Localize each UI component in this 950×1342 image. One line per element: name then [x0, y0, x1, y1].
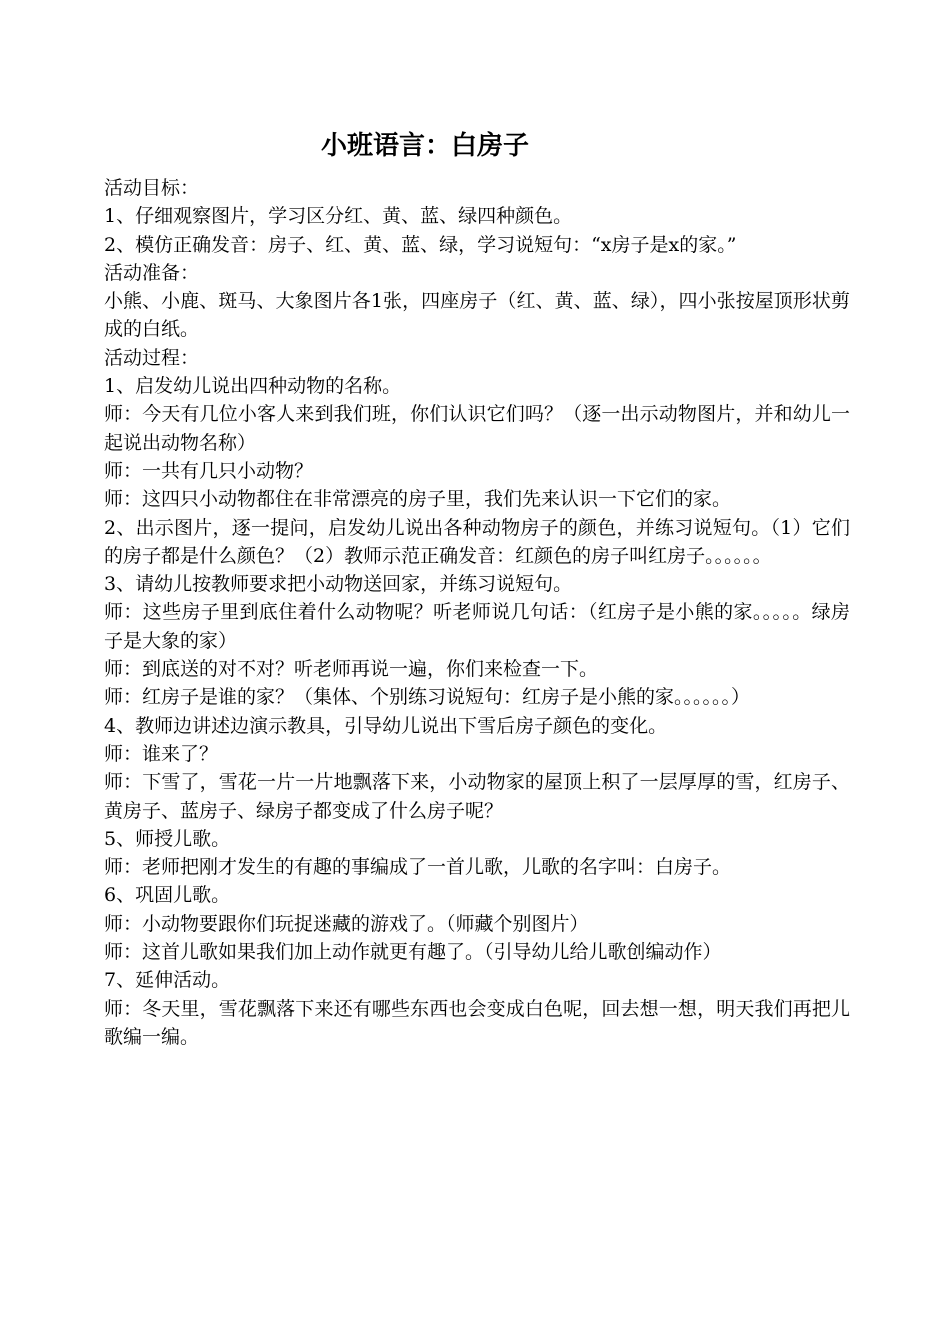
paragraph: 师：一共有几只小动物？: [104, 459, 314, 482]
paragraph: 师：冬天里，雪花飘落下来还有哪些东西也会变成白色呢，回去想一想，明天我们再把儿歌编一编。: [104, 997, 850, 1048]
paragraph: 1、仔细观察图片，学习区分红、黄、蓝、绿四种颜色。: [104, 205, 573, 228]
paragraph: 师：到底送的对不对？听老师再说一遍，你们来检查一下。: [104, 658, 599, 681]
paragraph: 师：这些房子里到底住着什么动物呢？听老师说几句话：（红房子是小熊的家。。。。。绿房子是大象的家）: [104, 601, 850, 652]
paragraph: 师：谁来了？: [104, 742, 219, 765]
section-heading-goals: 活动目标：: [104, 177, 200, 199]
paragraph: 7、延伸活动。: [104, 969, 231, 992]
paragraph: 5、师授儿歌。: [104, 827, 231, 850]
paragraph: 师：老师把刚才发生的有趣的事编成了一首儿歌，儿歌的名字叫：白房子。: [104, 856, 732, 879]
paragraph: 6、巩固儿歌。: [104, 884, 231, 907]
paragraph: 1、启发幼儿说出四种动物的名称。: [104, 375, 402, 398]
paragraph: 3、请幼儿按教师要求把小动物送回家，并练习说短句。: [104, 573, 573, 596]
document-title: 小班语言：白房子: [320, 131, 529, 161]
section-heading-process: 活动过程：: [104, 346, 200, 369]
paragraph: 2、出示图片，逐一提问，启发幼儿说出各种动物房子的颜色，并练习说短句。（1）它们的房子都是什么颜色？（2）教师示范正确发音：红颜色的房子叫红房子。。。。。。: [104, 516, 850, 567]
paragraph: 师：这首儿歌如果我们加上动作就更有趣了。（引导幼儿给儿歌创编动作）: [104, 941, 722, 964]
paragraph: 2、模仿正确发音：房子、红、黄、蓝、绿，学习说短句：“x房子是x的家。”: [104, 233, 737, 256]
paragraph: 小熊、小鹿、斑马、大象图片各1张，四座房子（红、黄、蓝、绿），四小张按屋顶形状剪成的白纸。: [104, 290, 850, 341]
paragraph: 师：这四只小动物都住在非常漂亮的房子里，我们先来认识一下它们的家。: [104, 488, 732, 511]
paragraph: 师：红房子是谁的家？（集体、个别练习说短句：红房子是小熊的家。。。。。。）: [104, 686, 751, 709]
paragraph: 4、教师边讲述边演示教具，引导幼儿说出下雪后房子颜色的变化。: [104, 714, 668, 737]
document-body: [104, 174, 850, 1051]
paragraph: 师：今天有几位小客人来到我们班，你们认识它们吗？（逐一出示动物图片，并和幼儿一起说出动物名称）: [104, 403, 850, 454]
section-heading-preparation: 活动准备：: [104, 261, 200, 284]
paragraph: 师：小动物要跟你们玩捉迷藏的游戏了。（师藏个别图片）: [104, 912, 589, 935]
paragraph: 师：下雪了，雪花一片一片地飘落下来，小动物家的屋顶上积了一层厚厚的雪，红房子、黄房子、蓝房子、绿房子都变成了什么房子呢？: [104, 771, 850, 822]
